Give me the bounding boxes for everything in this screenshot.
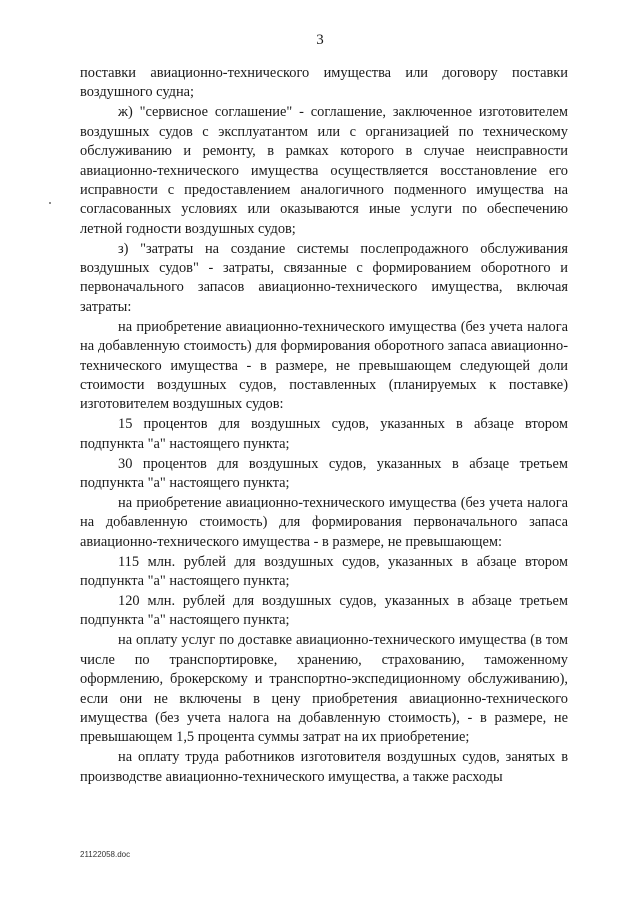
document-body <box>80 64 568 788</box>
paragraph-delivery-services: на оплату услуг по доставке авиационно-технического имущества (в том числе по транспортировке, хранению, страхованию, таможенному оформлению, брокерскому и транспортно-экспедиционному обслуживанию), если они не включены в цену приобретения авиационно-технического имущества (без учета налога на добавленную стоимость), - в размере, не превышающем 1,5 процента суммы затрат на их приобретение; <box>80 632 568 746</box>
paragraph-115-million: 115 млн. рублей для воздушных судов, указанных в абзаце втором подпункта "а" настоящего пункта; <box>80 553 568 590</box>
paragraph-working-stock: на приобретение авиационно-технического имущества (без учета налога на добавленную стоимость) для формирования оборотного запаса авиационно-технического имущества - в размере, не превышающем следующей доли стоимости воздушных судов, поставленных (планируемых к поставке) изготовителем воздушных судов: <box>80 318 568 413</box>
paragraph-120-million: 120 млн. рублей для воздушных судов, указанных в абзаце третьем подпункта "а" настоящего пункта; <box>80 592 568 629</box>
paragraph-30-percent: 30 процентов для воздушных судов, указанных в абзаце третьем подпункта "а" настоящего пункта; <box>80 455 568 492</box>
paragraph-labor-costs: на оплату труда работников изготовителя воздушных судов, занятых в производстве авиационно-технического имущества, а также расходы <box>80 749 568 785</box>
footer-filename: 21122058.doc <box>80 850 131 859</box>
page-number: 3 <box>316 32 324 48</box>
margin-mark <box>49 202 51 204</box>
paragraph-costs-definition: з) "затраты на создание системы послепродажного обслуживания воздушных судов" - затраты, связанные с формированием оборотного и первоначального запасов авиационно-технического имущества, включая затраты: <box>80 240 568 315</box>
paragraph-continuation: поставки авиационно-технического имущества или договору поставки воздушного судна; <box>80 65 568 101</box>
paragraph-initial-stock: на приобретение авиационно-технического имущества (без учета налога на добавленную стоимость) для формирования первоначального запаса авиационно-технического имущества - в размере, не превышающем: <box>80 494 568 550</box>
paragraph-service-agreement: ж) "сервисное соглашение" - соглашение, заключенное изготовителем воздушных судов с эксплуатантом или с организацией по техническому обслуживанию и ремонту, в рамках которого в случае неисправности авиационно-технического имущества осуществляется восстановление его исправности с предоставлением аналогичного подменного имущества на согласованных условиях или оказываются иные услуги по обеспечению летной годности воздушных судов; <box>80 104 568 237</box>
paragraph-15-percent: 15 процентов для воздушных судов, указанных в абзаце втором подпункта "а" настоящего пункта; <box>80 416 568 452</box>
